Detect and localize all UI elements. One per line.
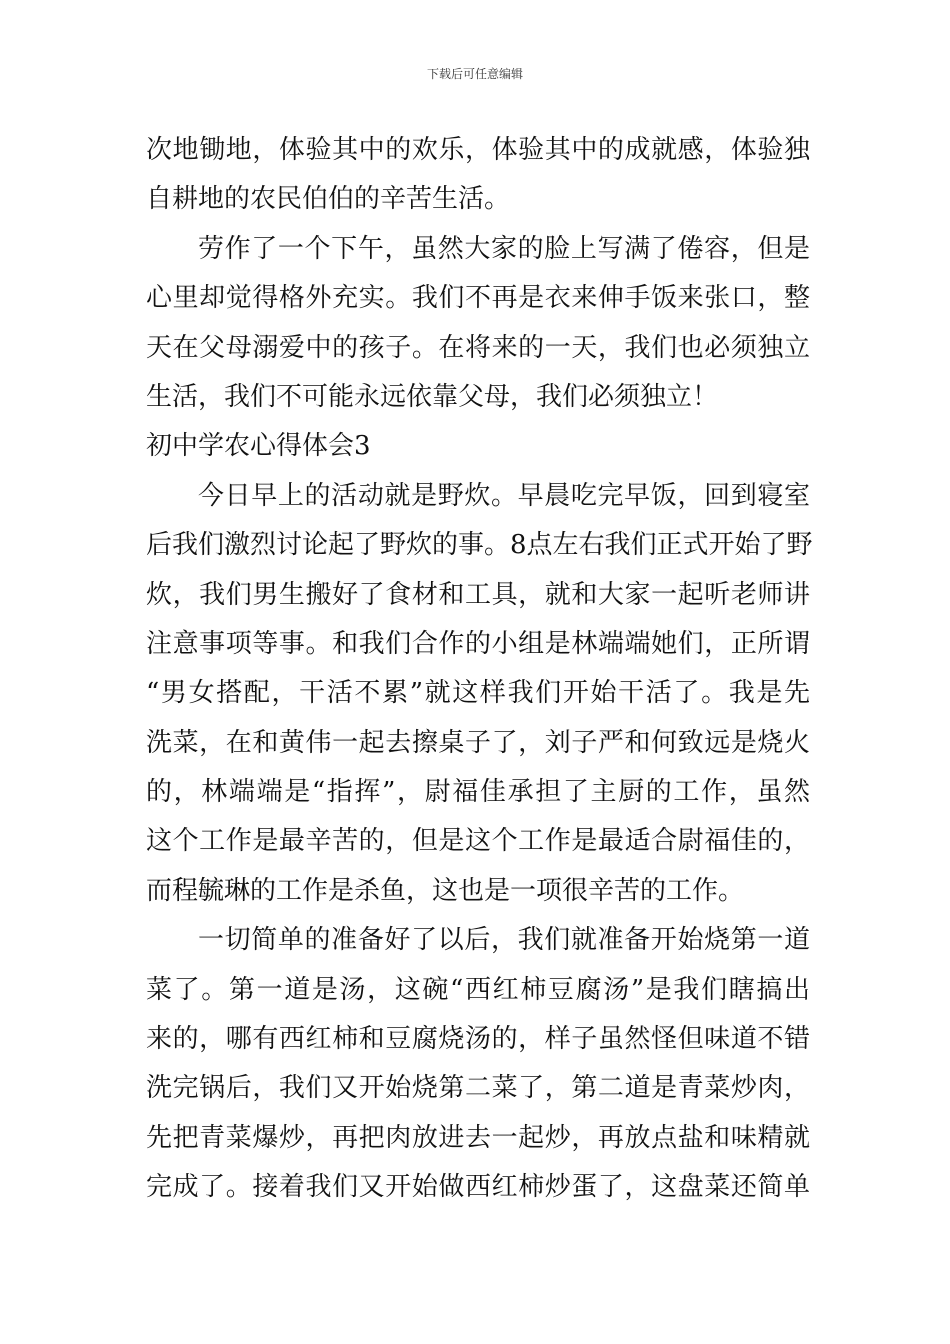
text-line: 完成了。接着我们又开始做西红柿炒蛋了，这盘菜还简单 (146, 1172, 810, 1203)
text-line: 的，林端端是“指挥”，尉福佳承担了主厨的工作，虽然 (146, 777, 810, 808)
text-line: 而程毓琳的工作是杀鱼，这也是一项很辛苦的工作。 (146, 875, 745, 906)
text-line: 先把青菜爆炒，再把肉放进去一起炒，再放点盐和味精就 (146, 1122, 810, 1153)
text-line: 洗完锅后，我们又开始烧第二菜了，第二道是青菜炒肉， (146, 1073, 810, 1104)
text-line: 心里却觉得格外充实。我们不再是衣来伸手饭来张口，整 (146, 283, 810, 314)
text-line: 注意事项等事。和我们合作的小组是林端端她们，正所谓 (146, 628, 810, 659)
text-line: 今日早上的活动就是野炊。早晨吃完早饭，回到寝室 (198, 480, 810, 511)
section-heading (146, 422, 810, 471)
paragraph (146, 916, 810, 1212)
text-line: 来的，哪有西红柿和豆腐烧汤的，样子虽然怪但味道不错 (146, 1024, 810, 1055)
paragraph (146, 126, 810, 225)
text-line: “男女搭配，干活不累”就这样我们开始干活了。我是先 (146, 678, 810, 709)
heading-text: 初中学农心得体会3 (146, 431, 371, 462)
text-line: 次地锄地，体验其中的欢乐，体验其中的成就感，体验独 (146, 135, 810, 165)
paragraph (146, 472, 813, 917)
text-line: 生活，我们不可能永远依靠父母，我们必须独立！ (146, 381, 719, 412)
text-line: 自耕地的农民伯伯的辛苦生活。 (146, 184, 511, 215)
text-line: 后我们激烈讨论起了野炊的事。8点左右我们正式开始了野 (146, 530, 813, 561)
page-header: 下载后可任意编辑 (426, 67, 523, 81)
text-line: 菜了。第一道是汤，这碗“西红柿豆腐汤”是我们瞎搞出 (146, 974, 810, 1005)
text-line: 一切简单的准备好了以后，我们就准备开始烧第一道 (198, 925, 810, 956)
text-line: 炊，我们男生搬好了食材和工具，就和大家一起听老师讲 (146, 579, 810, 610)
document-body (146, 126, 813, 1213)
text-line: 洗菜，在和黄伟一起去擦桌子了，刘子严和何致远是烧火 (146, 727, 810, 758)
text-line: 这个工作是最辛苦的，但是这个工作是最适合尉福佳的， (146, 826, 810, 857)
text-line: 劳作了一个下午，虽然大家的脸上写满了倦容，但是 (198, 233, 810, 264)
text-line: 天在父母溺爱中的孩子。在将来的一天，我们也必须独立 (146, 332, 810, 363)
paragraph (146, 225, 810, 423)
